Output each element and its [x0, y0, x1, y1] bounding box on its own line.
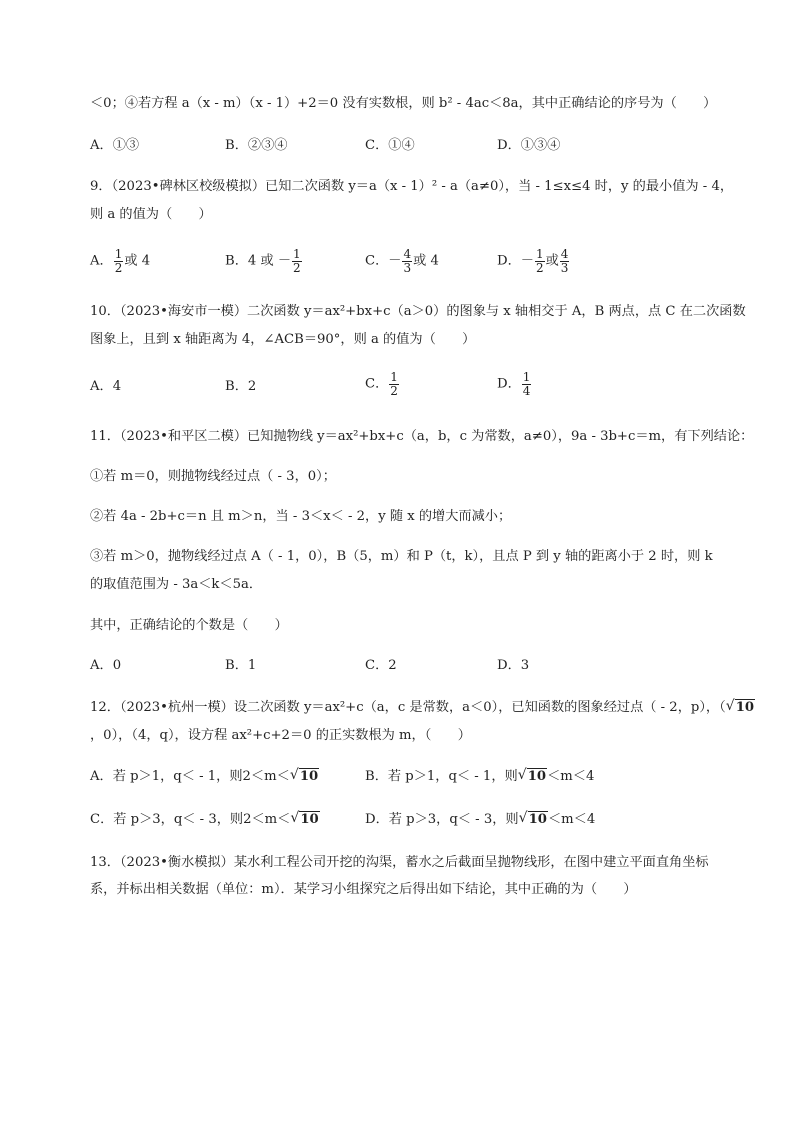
q11-question: 其中，正确结论的个数是（ ）: [90, 618, 288, 633]
fraction-numerator: 1: [390, 370, 398, 384]
q9-option-d[interactable]: [497, 248, 570, 274]
fraction: [535, 248, 545, 274]
option-text: 或 4: [124, 253, 151, 269]
fraction: [522, 371, 532, 397]
fraction-denominator: 2: [535, 260, 544, 275]
q11-option-b[interactable]: B．1: [225, 658, 257, 673]
radical-sign: √: [725, 698, 735, 714]
q11-option-d[interactable]: D．3: [497, 658, 530, 673]
fraction-denominator: 3: [560, 260, 569, 275]
q9-option-b[interactable]: [225, 248, 303, 274]
fraction-numerator: 1: [522, 370, 531, 384]
fraction-numerator: 1: [535, 247, 544, 261]
q11-statement-3-line1: ③若 m＞0，抛物线经过点 A（ - 1，0），B（5，m）和 P（t，k），且点 P 到 y 轴的距离小于 2 时，则 k: [90, 549, 713, 564]
q12-stem-line2: ，0），（4，q），设方程 ax²+c+2＝0 的正实数根为 m，（ ）: [90, 728, 471, 743]
q9-stem-line2: 则 a 的值为（ ）: [90, 207, 212, 222]
fraction: [389, 371, 399, 397]
option-text: 或 4: [413, 253, 439, 269]
square-root: [289, 767, 319, 784]
q12-option-b[interactable]: [365, 767, 595, 784]
option-text: D．－: [497, 253, 534, 269]
fraction-denominator: 2: [390, 383, 398, 398]
q13-stem-line1: 13．（2023•衡水模拟）某水利工程公司开挖的沟渠，蓄水之后截面呈抛物线形，在图中建立平面直角坐标: [90, 855, 709, 870]
fraction-denominator: 2: [114, 260, 123, 275]
radical-sign: √: [289, 767, 299, 783]
q12-option-a[interactable]: [90, 767, 319, 784]
q12-option-c[interactable]: [90, 810, 320, 827]
q12-stem-line1: [90, 698, 755, 715]
radical-sign: √: [517, 767, 527, 783]
fraction: [402, 248, 412, 274]
radicand: 10: [527, 769, 547, 784]
q9-stem-line1: 9．（2023•碑林区校级模拟）已知二次函数 y＝a（x - 1）² - a（a≠0），当 - 1≤x≤4 时，y 的最小值为 - 4，: [90, 179, 734, 194]
radicand: 10: [528, 812, 547, 827]
q12-option-d[interactable]: [365, 810, 596, 827]
option-text: A．若 p＞1，q＜ - 1，则2＜m＜: [90, 769, 290, 784]
option-text: B．若 p＞1，q＜ - 1，则: [365, 769, 518, 784]
square-root: [725, 698, 755, 715]
q10-option-c[interactable]: [365, 371, 400, 397]
fraction-denominator: 2: [293, 260, 301, 275]
q11-statement-1: ①若 m＝0，则抛物线经过点（ - 3，0）；: [90, 469, 336, 484]
fraction-numerator: 4: [403, 247, 412, 261]
q11-statement-3-line2: 的取值范围为 - 3a＜k＜5a．: [90, 577, 263, 592]
stem-text: 12．（2023•杭州一模）设二次函数 y＝ax²+c（a，c 是常数，a＜0），已知函数的图象经过点（ - 2，p），（: [90, 700, 726, 715]
q8-statement-tail: ＜0；④若方程 a（x - m）（x - 1）+2＝0 没有实数根，则 b² - 4ac＜8a，其中正确结论的序号为（ ）: [90, 96, 717, 111]
q11-option-c[interactable]: C．2: [365, 658, 397, 673]
fraction-numerator: 1: [114, 247, 123, 261]
fraction-numerator: 4: [560, 247, 569, 261]
square-root: [290, 810, 319, 827]
fraction: [114, 248, 124, 274]
square-root: [517, 767, 547, 784]
fraction-denominator: 3: [403, 260, 412, 275]
option-label: D．: [497, 376, 521, 392]
fraction: [560, 248, 570, 274]
q9-option-c[interactable]: [365, 248, 439, 274]
option-text: ＜m＜4: [547, 812, 596, 827]
q8-option-c[interactable]: C．①④: [365, 138, 415, 153]
option-text: D．若 p＞3，q＜ - 3，则: [365, 812, 519, 827]
q10-stem-line2: 图象上，且到 x 轴距离为 4，∠ACB＝90°，则 a 的值为（ ）: [90, 332, 476, 347]
q10-option-a[interactable]: A．4: [90, 379, 122, 394]
option-label: C．: [365, 376, 389, 392]
q10-option-d[interactable]: [497, 371, 532, 397]
fraction-denominator: 4: [522, 383, 531, 398]
radicand: 10: [735, 700, 755, 715]
option-text: C．－: [365, 253, 402, 269]
q10-stem-line1: 10．（2023•海安市一模）二次函数 y＝ax²+bx+c（a＞0）的图象与 x 轴相交于 A，B 两点，点 C 在二次函数: [90, 304, 746, 319]
radical-sign: √: [518, 810, 528, 826]
option-label: A．: [90, 253, 113, 269]
radical-sign: √: [290, 810, 300, 826]
q8-option-a[interactable]: A．①③: [90, 138, 140, 153]
q9-option-a[interactable]: [90, 248, 150, 274]
q13-stem-line2: 系，并标出相关数据（单位：m）．某学习小组探究之后得出如下结论，其中正确的为（ ）: [90, 882, 637, 897]
fraction-numerator: 1: [293, 247, 301, 261]
option-text: B．4 或 －: [225, 253, 292, 269]
square-root: [518, 810, 548, 827]
q8-option-d[interactable]: D．①③④: [497, 138, 561, 153]
q10-option-b[interactable]: B．2: [225, 379, 257, 394]
q8-option-b[interactable]: B．②③④: [225, 138, 288, 153]
option-text: C．若 p＞3，q＜ - 3，则2＜m＜: [90, 812, 291, 827]
fraction: [292, 248, 302, 274]
radicand: 10: [299, 769, 319, 784]
option-text: 或: [545, 253, 559, 269]
q11-stem: 11．（2023•和平区二模）已知抛物线 y＝ax²+bx+c（a，b，c 为常数，a≠0），9a - 3b+c＝m，有下列结论：: [90, 429, 754, 444]
option-text: ＜m＜4: [547, 769, 595, 784]
radicand: 10: [300, 812, 319, 827]
q11-option-a[interactable]: A．0: [90, 658, 122, 673]
q11-statement-2: ②若 4a - 2b+c＝n 且 m＞n，当 - 3＜x＜ - 2，y 随 x 的增大而减小；: [90, 509, 512, 524]
